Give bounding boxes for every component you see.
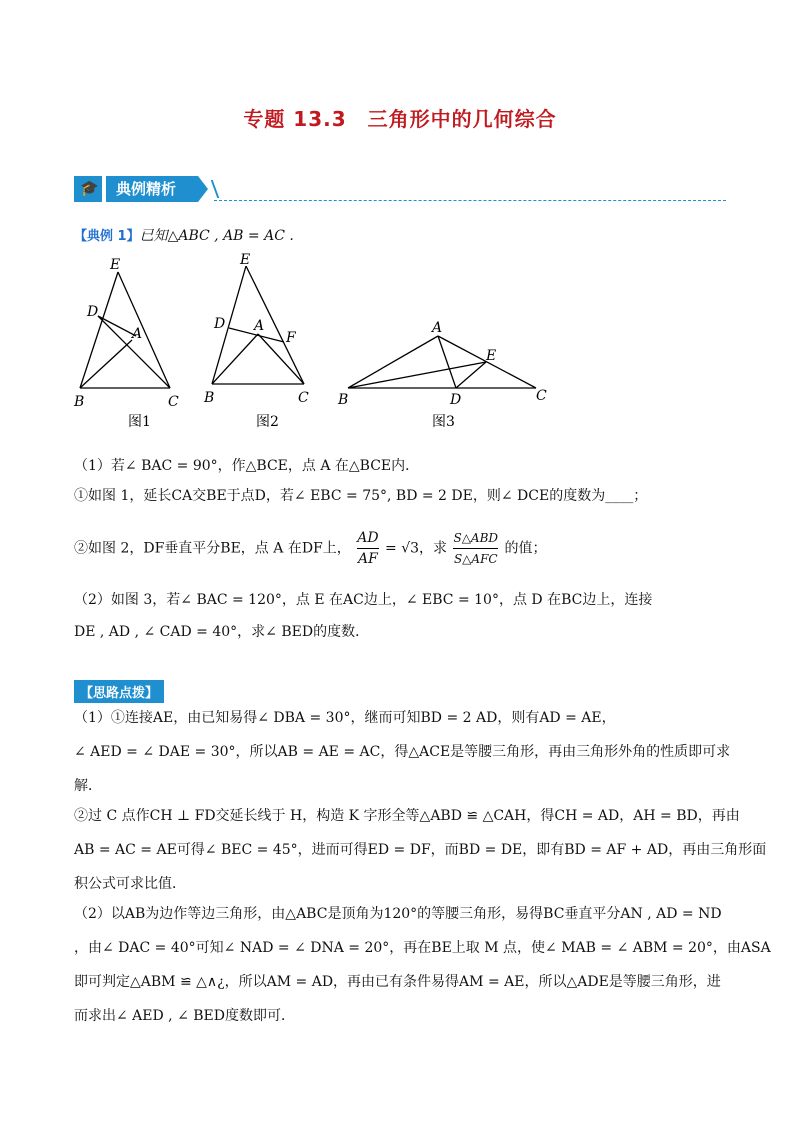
page-title: 专题 13.3 三角形中的几何综合 [243, 107, 557, 131]
hint-line: AB = AC = AE可得∠ BEC = 45°，进而可得ED = DF，而BD = DE，即有BD = AF + AD，再由三角形面 [74, 842, 767, 858]
hint-line: （1）①连接AE，由已知易得∠ DBA = 30°，继而可知BD = 2 AD，则有AD = AE， [74, 710, 616, 726]
fraction-numerator: AD [357, 528, 378, 549]
question-1: （1）若∠ BAC = 90°，作△BCE，点 A 在△BCE内． [74, 458, 420, 474]
fig1-label-C: C [168, 394, 179, 410]
example-heading [74, 226, 294, 247]
hint-line: ，由∠ DAC = 40°可知∠ NAD = ∠ DNA = 20°，再在BE上取 M 点，使∠ MAB = ∠ ABM = 20°，由ASA [74, 940, 771, 956]
fig1-label-A: A [132, 326, 143, 342]
question-1b-eq: = √3，求 [385, 540, 448, 557]
fig1-caption: 图1 [128, 414, 151, 430]
fig3-label-D: D [450, 392, 462, 408]
question-1b-prefix: ②如图 2，DF垂直平分BE，点 A 在DF上， [74, 540, 351, 557]
graduation-cap-icon: 🎓 [74, 176, 102, 202]
fig2-label-C: C [298, 390, 309, 406]
question-2-line2: DE , AD , ∠ CAD = 40°，求∠ BED的度数． [74, 624, 370, 640]
fig2-label-D: D [214, 316, 226, 332]
fraction-denominator: AF [357, 551, 378, 567]
ratio-numerator: S△ABD [453, 528, 498, 549]
fig2-label-B: B [204, 390, 215, 406]
hint-tag: 【思路点拨】 [74, 680, 164, 703]
section-divider [214, 200, 726, 201]
section-banner [74, 176, 212, 202]
question-1b-suffix: 的值； [504, 540, 547, 557]
question-2-line1: （2）如图 3，若∠ BAC = 120°，点 E 在AC边上，∠ EBC = 10°，点 D 在BC边上，连接 [74, 592, 653, 608]
fig2-caption: 图2 [256, 414, 279, 430]
fig1-label-D: D [87, 304, 99, 320]
hint-line: 积公式可求比值． [74, 876, 186, 892]
hint-line: （2）以AB为边作等边三角形，由△ABC是顶角为120°的等腰三角形，易得BC垂直平分AN , AD = ND [74, 906, 722, 922]
figure-3 [348, 336, 536, 388]
fig3-label-E: E [486, 348, 497, 364]
fig3-label-C: C [536, 388, 547, 404]
fig1-label-E: E [110, 257, 121, 273]
figures [70, 250, 670, 440]
question-1b [74, 528, 547, 569]
question-1a: ①如图 1，延长CA交BE于点D，若∠ EBC = 75°, BD = 2 DE，则∠ DCE的度数为____； [74, 488, 648, 504]
ratio-denominator: S△AFC [453, 552, 498, 566]
example-statement: 已知△ABC , AB = AC . [139, 228, 294, 244]
hint-line: 而求出∠ AED , ∠ BED度数即可． [74, 1008, 295, 1024]
fig2-label-F: F [286, 330, 296, 346]
fig2-label-E: E [240, 252, 251, 268]
hint-line: 解． [74, 778, 102, 794]
area-ratio-fraction [453, 528, 498, 569]
fig3-caption: 图3 [432, 414, 455, 430]
fig2-label-A: A [254, 318, 265, 334]
fig3-label-A: A [432, 320, 443, 336]
example-tag: 【典例 1】 [74, 229, 140, 244]
ad-af-fraction [357, 528, 378, 569]
hint-line: 即可判定△ABM ≌ △∧¿，所以AM = AD，再由已有条件易得AM = AE，所以△ADE是等腰三角形，进 [74, 974, 721, 990]
section-banner-label: 典例精析 [106, 176, 198, 202]
hint-body [74, 708, 771, 1036]
hint-line: ∠ AED = ∠ DAE = 30°，所以AB = AE = AC，得△ACE是等腰三角形，再由三角形外角的性质即可求 [74, 744, 731, 760]
fig3-label-B: B [338, 392, 349, 408]
hint-line: ②过 C 点作CH ⊥ FD交延长线于 H，构造 K 字形全等△ABD ≌ △CAH，得CH = AD，AH = BD，再由 [74, 808, 740, 824]
fig1-label-B: B [74, 394, 85, 410]
figure-1 [80, 272, 170, 388]
